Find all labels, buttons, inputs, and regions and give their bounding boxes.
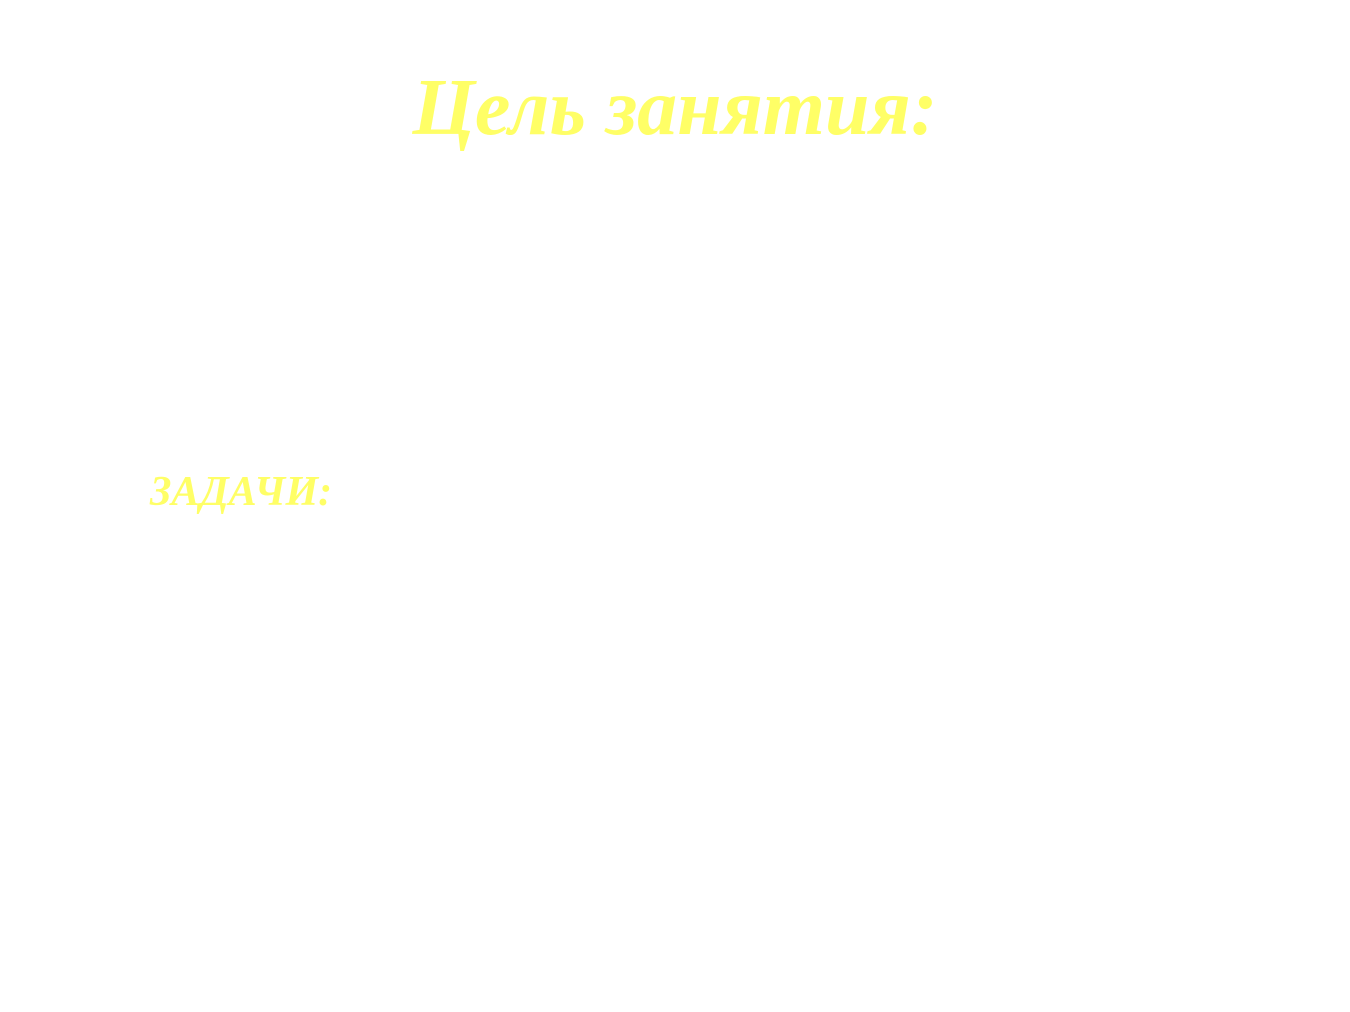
- tasks-heading: ЗАДАЧИ:: [150, 469, 333, 515]
- slide-title: Цель занятия:: [412, 64, 938, 152]
